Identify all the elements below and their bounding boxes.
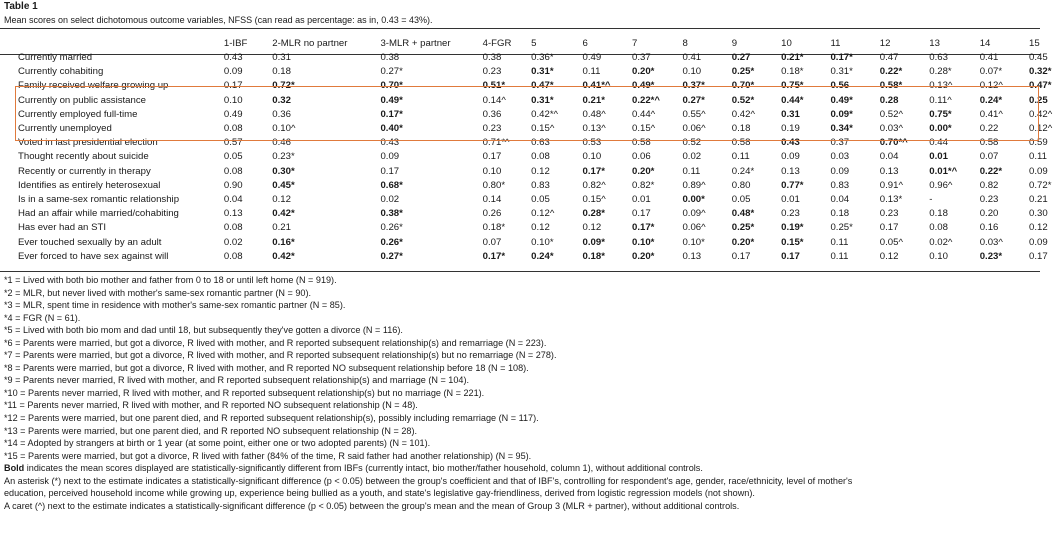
table-cell: 0.09: [1029, 236, 1048, 248]
header-cell: 9: [731, 37, 738, 49]
table-cell: 0.12^: [531, 208, 555, 220]
table-cell: 0.10*: [531, 236, 554, 248]
table-title: Table 1: [4, 1, 38, 12]
table-cell: 0.10: [929, 250, 948, 262]
table-cell: 0.20*: [632, 66, 655, 78]
table-cell: 0.22*^: [632, 94, 661, 106]
table-cell: 0.82^: [582, 179, 606, 191]
table-cell: 0.89^: [682, 179, 706, 191]
table-cell: 0.42^: [731, 108, 755, 120]
footnote-item: *15 = Parents were married, but got a divorce, R lived with father (84% of the time, R said father had another relationship) (N = 95).: [4, 450, 532, 461]
row-label: Family received welfare growing up: [18, 80, 169, 92]
table-cell: 0.18: [929, 208, 948, 220]
table-cell: 0.13*: [879, 193, 903, 205]
note-list: [4, 274, 852, 462]
footnote-item: *8 = Parents were married, but got a divorce, R lived with mother, and R reported NO subsequent relationship before 18 (N = 108).: [4, 362, 529, 373]
note-caret-line: A caret (^) next to the estimate indicates a statistically-significant difference (p < 0.05) between the group's mean and the mean of Group 3 (MLR + partner), without additional controls.: [4, 500, 740, 511]
table-cell: 0.05: [223, 151, 243, 163]
table-cell: 0.15^: [531, 123, 555, 135]
table-cell: 0.16: [979, 222, 999, 234]
table-cell: 0.37: [632, 52, 651, 64]
row-label: Ever forced to have sex against will: [18, 250, 169, 262]
table-cell: 0.17: [781, 250, 800, 262]
header-cell: 4-FGR: [482, 37, 512, 49]
table-cell: 0.28: [879, 94, 899, 106]
table-cell: 0.15^: [632, 123, 656, 135]
table-cell: 0.23: [879, 208, 899, 220]
row-label: Thought recently about suicide: [18, 151, 149, 163]
header-cell: 2-MLR no partner: [272, 37, 348, 49]
table-cell: 0.10: [482, 165, 502, 177]
table-cell: 0.58*: [879, 80, 903, 92]
note-bold: [4, 462, 852, 475]
table-cell: 0.58: [979, 137, 999, 149]
table-cell: 0.24*: [531, 250, 554, 262]
table-cell: 0.03: [830, 151, 850, 163]
table-cell: 0.27*: [682, 94, 705, 106]
table-cell: 0.18*: [482, 222, 506, 234]
table-cell: 0.41*^: [582, 80, 611, 92]
table-cell: 0.83: [830, 179, 850, 191]
table-cell: 0.82*: [632, 179, 655, 191]
table-cell: 0.10^: [272, 123, 296, 135]
table-cell: 0.59: [1029, 137, 1048, 149]
table-cell: 0.36: [482, 108, 502, 120]
table-cell: 0.80: [731, 179, 751, 191]
note-asterisk-line: An asterisk (*) next to the estimate indicates a statistically-significant difference (p < 0.05) between the group's coefficient and that of IBF's, controlling for respondent's age, gender, race/ethnicity, level of mother's: [4, 475, 853, 486]
table-cell: 0.51*: [482, 80, 506, 92]
table-cell: 0.04: [830, 193, 850, 205]
table-cell: 0.31: [272, 52, 291, 64]
table-cell: 0.17: [223, 80, 243, 92]
note-asterisk-line: education, perceived household income while growing up, experience being bullied as a youth, and state's legislative gay-friendliness, derived from logistic regression models (not shown).: [4, 488, 755, 499]
table-cell: 0.52*: [731, 94, 755, 106]
table-cell: 0.08: [223, 165, 243, 177]
table-cell: 0.47*: [531, 80, 554, 92]
table-cell: 0.11^: [929, 94, 952, 106]
table-cell: 0.05: [531, 193, 550, 205]
table-cell: 0.09^: [682, 208, 706, 220]
footnote-item: *11 = Parents never married, R lived with mother, and R reported NO subsequent relationship (N = 48).: [4, 400, 418, 411]
table-cell: 0.42^: [1029, 108, 1053, 120]
row-label: Identifies as entirely heterosexual: [18, 179, 161, 191]
table-row: [18, 51, 1059, 65]
table-cell: 0.10: [582, 151, 602, 163]
table-cell: 0.27: [731, 52, 751, 64]
table-cell: 0.49: [582, 52, 602, 64]
table-cell: 0.08: [929, 222, 948, 234]
table-row: [18, 221, 1059, 235]
table-cell: 0.13: [682, 250, 702, 262]
table-cell: 0.46: [272, 137, 291, 149]
table-cell: 0.45: [1029, 52, 1048, 64]
table-cell: 0.36*: [531, 52, 554, 64]
header-cell: 8: [682, 37, 688, 49]
table-cell: 0.24*: [731, 165, 755, 177]
table-cell: 0.49*: [380, 94, 403, 106]
table-cell: 0.37*: [682, 80, 705, 92]
table-cell: 0.27*: [380, 66, 403, 78]
table-cell: 0.13^: [582, 123, 606, 135]
header-cell: 15: [1029, 37, 1040, 49]
table-cell: 0.31: [781, 108, 800, 120]
table-cell: 0.16*: [272, 236, 295, 248]
table-cell: 0.21: [1029, 193, 1048, 205]
table-notes: [4, 274, 852, 512]
row-label: Currently cohabiting: [18, 66, 104, 78]
table-cell: 0.49*: [830, 94, 853, 106]
table-cell: 0.03^: [879, 123, 903, 135]
footnote-item: *10 = Parents never married, R lived with mother, and R reported subsequent relationship(s) but no marriage (N = 221).: [4, 387, 485, 398]
table-cell: 0.09*: [830, 108, 853, 120]
table-cell: 0.06: [632, 151, 651, 163]
table-cell: 0.13: [223, 208, 243, 220]
table-cell: 0.25*: [731, 66, 755, 78]
table-cell: 0.12^: [1029, 123, 1053, 135]
table-cell: 0.31*: [830, 66, 853, 78]
table-cell: 0.17: [482, 151, 502, 163]
table-cell: 0.07*: [979, 66, 1003, 78]
table-cell: 0.52: [682, 137, 702, 149]
footnote-item: *2 = MLR, but never lived with mother's same-sex romantic partner (N = 90).: [4, 287, 312, 298]
table-cell: 0.17: [731, 250, 751, 262]
table-cell: 0.20*: [632, 165, 655, 177]
table-cell: 0.00*: [682, 193, 705, 205]
table-cell: 0.41: [682, 52, 702, 64]
table-cell: 0.22*: [879, 66, 903, 78]
table-cell: 0.08: [531, 151, 550, 163]
table-cell: 0.11: [830, 236, 849, 248]
table-cell: 0.01*^: [929, 165, 958, 177]
table-cell: 0.75*: [781, 80, 804, 92]
table-cell: 0.18: [830, 208, 850, 220]
table-cell: 0.26*: [380, 236, 403, 248]
header-cell: 13: [929, 37, 940, 49]
header-cell: 14: [979, 37, 991, 49]
table-cell: 0.00*: [929, 123, 952, 135]
table-cell: 0.68*: [380, 179, 403, 191]
table-cell: 0.12: [531, 222, 550, 234]
table-cell: 0.49*: [632, 80, 655, 92]
table-cell: 0.25*: [830, 222, 853, 234]
table-cell: 0.12: [1029, 222, 1048, 234]
table-cell: 0.43: [223, 52, 243, 64]
table-cell: 0.30*: [272, 165, 295, 177]
table-cell: 0.02: [380, 193, 400, 205]
table-cell: 0.11: [830, 250, 849, 262]
table-cell: 0.26: [482, 208, 502, 220]
table-cell: 0.63: [531, 137, 550, 149]
footnote-item: *12 = Parents were married, but one parent died, and R reported subsequent relationship(s), possibly including remarriage (N = 117).: [4, 413, 539, 424]
footnote-item: *9 = Parents never married, R lived with mother, and R reported subsequent relationship(s) and marriage (N = 104).: [4, 375, 470, 386]
table-cell: 0.72*: [272, 80, 295, 92]
table-cell: 0.32*: [1029, 66, 1052, 78]
table-cell: 0.12: [531, 165, 550, 177]
table-cell: 0.19: [781, 123, 800, 135]
row-label: Is in a same-sex romantic relationship: [18, 193, 180, 205]
table-row: [18, 65, 1059, 79]
table-cell: 0.28*: [582, 208, 605, 220]
table-cell: 0.32: [272, 94, 291, 106]
header-cell: 1-IBF: [223, 37, 248, 49]
table-cell: 0.18: [272, 66, 291, 78]
table-cell: 0.49: [223, 108, 243, 120]
table-cell: 0.21: [272, 222, 291, 234]
table-cell: 0.09: [781, 151, 800, 163]
table-cell: 0.02: [682, 151, 702, 163]
table-cell: 0.96^: [929, 179, 953, 191]
table-cell: 0.83: [531, 179, 550, 191]
header-cell: 10: [781, 37, 792, 49]
note-bold-text: indicates the mean scores displayed are statistically-significantly different from IBFs (currently intact, bio mother/father household, column 1), without additional controls.: [24, 463, 703, 474]
row-label: Currently employed full-time: [18, 108, 138, 120]
table-cell: 0.55^: [682, 108, 706, 120]
table-cell: 0.25: [1029, 94, 1048, 106]
header-cell: [18, 36, 224, 51]
table-cell: 0.01: [929, 151, 948, 163]
table-cell: 0.10*: [632, 236, 655, 248]
header-cell: 3-MLR + partner: [380, 37, 451, 49]
table-cell: 0.31*: [531, 94, 554, 106]
table-cell: 0.12^: [979, 80, 1003, 92]
table-cell: 0.44: [929, 137, 948, 149]
table-row: [18, 193, 1059, 207]
table-subtitle: Mean scores on select dichotomous outcome variables, NFSS (can read as percentage: as in, 0.43 = 43%).: [4, 15, 433, 25]
table-cell: 0.44*: [781, 94, 804, 106]
table-row: [18, 179, 1059, 193]
table-cell: 0.57: [223, 137, 243, 149]
footnote-item: *3 = MLR, spent time in residence with mother's same-sex romantic partner (N = 85).: [4, 300, 346, 311]
outcome-table: [18, 36, 1059, 264]
table-cell: 0.11: [682, 165, 701, 177]
table-cell: 0.91^: [879, 179, 903, 191]
table-row: [18, 165, 1059, 179]
table-cell: 0.08: [223, 222, 243, 234]
table-cell: 0.52^: [879, 108, 903, 120]
table-cell: 0.13: [781, 165, 800, 177]
footnote-item: *4 = FGR (N = 61).: [4, 312, 81, 323]
table-row: [18, 235, 1059, 249]
footnote-item: *6 = Parents were married, but got a divorce, R lived with mother, and R reported subsequent relationship(s) and remarriage (N = 223).: [4, 337, 547, 348]
table-cell: 0.23: [781, 208, 800, 220]
table-cell: 0.23*: [272, 151, 295, 163]
table-cell: 0.41^: [979, 108, 1003, 120]
table-cell: 0.05^: [879, 236, 903, 248]
table-cell: 0.10: [682, 66, 702, 78]
footnote-item: *13 = Parents were married, but one parent died, and R reported NO subsequent relationship (N = 28).: [4, 425, 417, 436]
header-cell: 6: [582, 37, 588, 49]
table-cell: 0.23: [979, 193, 999, 205]
table-row: [18, 150, 1059, 164]
table-cell: 0.70*: [380, 80, 403, 92]
table-cell: 0.42*: [272, 208, 295, 220]
header-cell: 11: [830, 37, 841, 49]
table-cell: -: [929, 193, 933, 205]
table-cell: 0.07: [482, 236, 502, 248]
row-label: Ever touched sexually by an adult: [18, 236, 162, 248]
table-cell: 0.42*: [272, 250, 295, 262]
row-label: Currently married: [18, 52, 93, 64]
row-label: Voted in last presidential election: [18, 137, 158, 149]
table-cell: 0.42*^: [531, 108, 559, 120]
table-cell: 0.23: [482, 66, 502, 78]
table-cell: 0.02^: [929, 236, 953, 248]
table-cell: 0.17: [380, 165, 400, 177]
table-cell: 0.23*: [979, 250, 1003, 262]
table-cell: 0.44^: [632, 108, 656, 120]
table-cell: 0.34*: [830, 123, 853, 135]
table-cell: 0.13: [879, 165, 899, 177]
table-cell: 0.56: [830, 80, 850, 92]
table-cell: 0.12: [879, 250, 899, 262]
table-cell: 0.06^: [682, 123, 706, 135]
table-cell: 0.41: [979, 52, 999, 64]
table-cell: 0.02: [223, 236, 243, 248]
table-cell: 0.09: [223, 66, 243, 78]
table-cell: 0.63: [929, 52, 948, 64]
table-cell: 0.08: [223, 123, 243, 135]
table-cell: 0.31*: [531, 66, 554, 78]
table-cell: 0.25*: [731, 222, 755, 234]
table-cell: 0.17*: [830, 52, 853, 64]
table-cell: 0.11: [582, 66, 601, 78]
table-cell: 0.09*: [582, 236, 605, 248]
table-cell: 0.43: [380, 137, 400, 149]
row-label: Currently on public assistance: [18, 94, 146, 106]
table-cell: 0.13^: [929, 80, 953, 92]
table-cell: 0.28*: [929, 66, 952, 78]
table-cell: 0.40*: [380, 123, 403, 135]
table-cell: 0.21*: [781, 52, 804, 64]
table-cell: 0.20: [979, 208, 999, 220]
highlight-box: [15, 86, 1039, 141]
table-cell: 0.04: [223, 193, 243, 205]
table-cell: 0.18*: [781, 66, 804, 78]
table-row: [18, 207, 1059, 221]
table-row: [18, 250, 1059, 264]
table-cell: 0.70*^: [879, 137, 908, 149]
table-cell: 0.75*: [929, 108, 952, 120]
table-cell: 0.20*: [632, 250, 655, 262]
table-cell: 0.10*: [682, 236, 705, 248]
table-cell: 0.58: [632, 137, 651, 149]
table-cell: 0.82: [979, 179, 999, 191]
table-cell: 0.21*: [582, 94, 605, 106]
table-cell: 0.03^: [979, 236, 1003, 248]
table-cell: 0.19*: [781, 222, 804, 234]
table-cell: 0.26*: [380, 222, 403, 234]
table-cell: 0.48*: [731, 208, 755, 220]
table-cell: 0.72*: [1029, 179, 1052, 191]
table-cell: 0.04: [879, 151, 899, 163]
table-cell: 0.22*: [979, 165, 1003, 177]
footnote-item: *7 = Parents were married, but got a divorce, R lived with mother, and R reported subsequent relationship(s) but no remarriage (N = 278).: [4, 350, 557, 361]
table-header-row: [18, 36, 1059, 51]
row-label: Currently unemployed: [18, 123, 112, 135]
table-cell: 0.05: [731, 193, 751, 205]
table-cell: 0.01: [781, 193, 800, 205]
table-cell: 0.11: [731, 151, 750, 163]
table-cell: 0.38: [482, 52, 502, 64]
table-cell: 0.11: [1029, 151, 1047, 163]
row-label: Has ever had an STI: [18, 222, 106, 234]
table-cell: 0.06^: [682, 222, 706, 234]
header-cell: 7: [632, 37, 638, 49]
table-cell: 0.24*: [979, 94, 1003, 106]
table-cell: 0.17: [879, 222, 899, 234]
table-cell: 0.15^: [582, 193, 606, 205]
table-cell: 0.17: [632, 208, 651, 220]
row-label: Recently or currently in therapy: [18, 165, 151, 177]
table-cell: 0.09: [1029, 165, 1048, 177]
bottom-rule: [0, 271, 1040, 272]
table-cell: 0.77*: [781, 179, 804, 191]
table-cell: 0.45*: [272, 179, 295, 191]
table-cell: 0.07: [979, 151, 999, 163]
table-cell: 0.47: [879, 52, 899, 64]
table-cell: 0.22: [979, 123, 999, 135]
table-cell: 0.17: [1029, 250, 1048, 262]
table-cell: 0.58: [731, 137, 751, 149]
table-cell: 0.01: [632, 193, 651, 205]
table-cell: 0.14^: [482, 94, 506, 106]
table-cell: 0.12: [272, 193, 291, 205]
footnote-item: *1 = Lived with both bio mother and father from 0 to 18 or until left home (N = 919).: [4, 275, 337, 285]
table-cell: 0.17*: [380, 108, 403, 120]
note-bold-word: Bold: [4, 463, 25, 474]
table-cell: 0.53: [582, 137, 602, 149]
table-cell: 0.80*: [482, 179, 506, 191]
row-label: Had an affair while married/cohabiting: [18, 208, 179, 220]
header-cell: 12: [879, 37, 891, 49]
table-cell: 0.10: [223, 94, 243, 106]
table-cell: 0.12: [582, 222, 602, 234]
table-cell: 0.37: [830, 137, 850, 149]
table-cell: 0.70*: [731, 80, 755, 92]
table-cell: 0.43: [781, 137, 800, 149]
table-cell: 0.09: [830, 165, 850, 177]
table-cell: 0.18*: [582, 250, 605, 262]
table-cell: 0.23: [482, 123, 502, 135]
table-cell: 0.15*: [781, 236, 804, 248]
table-cell: 0.47*: [1029, 80, 1052, 92]
table-cell: 0.08: [223, 250, 243, 262]
table-cell: 0.17*: [482, 250, 506, 262]
table-cell: 0.36: [272, 108, 291, 120]
table-cell: 0.90: [223, 179, 243, 191]
table-cell: 0.38: [380, 52, 400, 64]
table-cell: 0.17*: [582, 165, 605, 177]
table-cell: 0.18: [731, 123, 751, 135]
table-cell: 0.27*: [380, 250, 403, 262]
table-cell: 0.48^: [582, 108, 606, 120]
table-cell: 0.14: [482, 193, 502, 205]
footnote-item: *5 = Lived with both bio mom and dad until 18, but subsequently they've gotten a divorce (N = 116).: [4, 325, 403, 336]
table-cell: 0.38*: [380, 208, 403, 220]
table-cell: 0.20*: [731, 236, 755, 248]
table-cell: 0.30: [1029, 208, 1048, 220]
table-cell: 0.71*^: [482, 137, 510, 149]
footnote-item: *14 = Adopted by strangers at birth or 1 year (at some point, either one or two adopted parents) (N = 101).: [4, 438, 431, 449]
header-cell: 5: [531, 37, 537, 49]
table-cell: 0.09: [380, 151, 400, 163]
table-cell: 0.17*: [632, 222, 655, 234]
top-rule: [0, 28, 1040, 29]
